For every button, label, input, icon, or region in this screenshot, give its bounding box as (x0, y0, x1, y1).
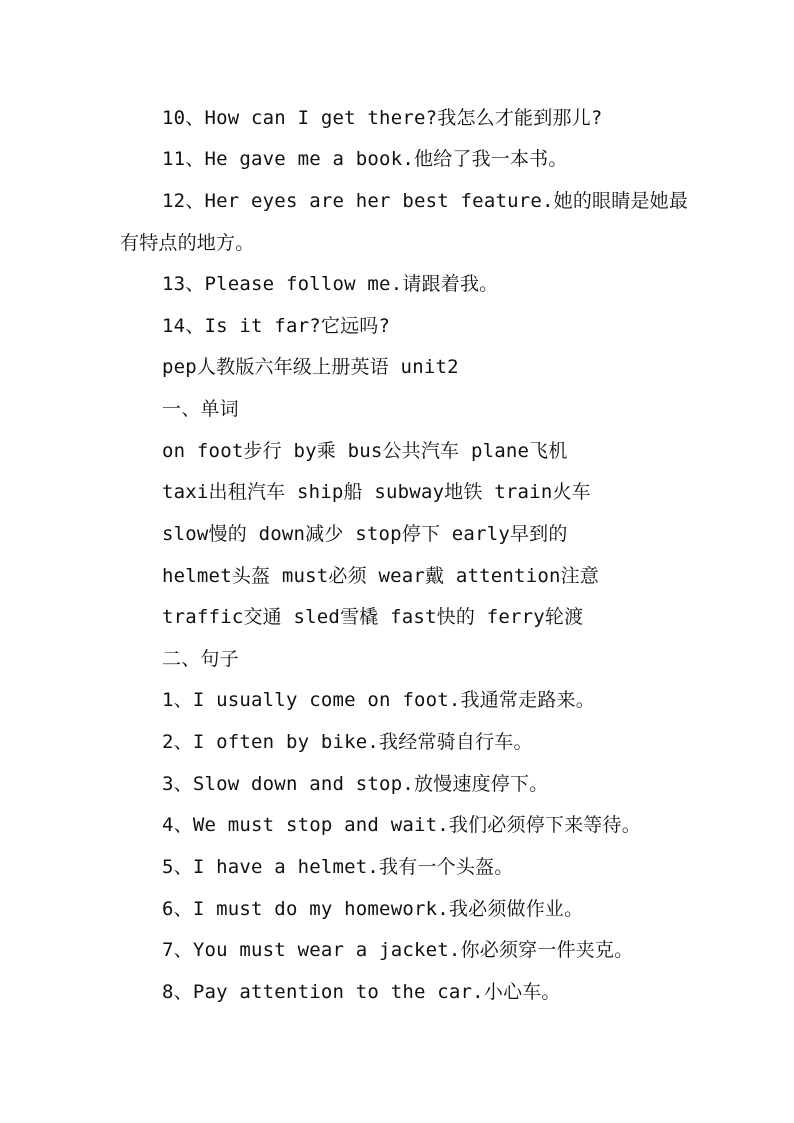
sentence-6: 6、I must do my homework.我必须做作业。 (162, 898, 584, 920)
sentence-12: 12、Her eyes are her best feature.她的眼睛是她最 (162, 190, 689, 212)
sentence-14: 14、Is it far?它远吗? (162, 315, 391, 337)
unit-heading: pep人教版六年级上册英语 unit2 (162, 356, 459, 378)
section-heading-sentences: 二、句子 (162, 648, 239, 670)
vocabulary-line: traffic交通 sled雪橇 fast快的 ferry轮渡 (162, 606, 584, 628)
vocabulary-line: helmet头盔 must必须 wear戴 attention注意 (162, 565, 600, 587)
vocabulary-line: taxi出租汽车 ship船 subway地铁 train火车 (162, 481, 591, 503)
section-heading-vocabulary: 一、单词 (162, 398, 239, 420)
sentence-7: 7、You must wear a jacket.你必须穿一件夹克。 (162, 939, 634, 961)
sentence-13: 13、Please follow me.请跟着我。 (162, 273, 499, 295)
sentence-11: 11、He gave me a book.他给了我一本书。 (162, 148, 568, 170)
sentence-4: 4、We must stop and wait.我们必须停下来等待。 (162, 814, 641, 836)
sentence-12-continued: 有特点的地方。 (120, 232, 255, 254)
vocabulary-line: on foot步行 by乘 bus公共汽车 plane飞机 (162, 440, 568, 462)
sentence-1: 1、I usually come on foot.我通常走路来。 (162, 689, 595, 711)
sentence-2: 2、I often by bike.我经常骑自行车。 (162, 731, 533, 753)
sentence-3: 3、Slow down and stop.放慢速度停下。 (162, 773, 549, 795)
sentence-10: 10、How can I get there?我怎么才能到那儿? (162, 107, 603, 129)
sentence-5: 5、I have a helmet.我有一个头盔。 (162, 856, 514, 878)
vocabulary-line: slow慢的 down减少 stop停下 early早到的 (162, 523, 568, 545)
sentence-8: 8、Pay attention to the car.小心车。 (162, 981, 561, 1003)
